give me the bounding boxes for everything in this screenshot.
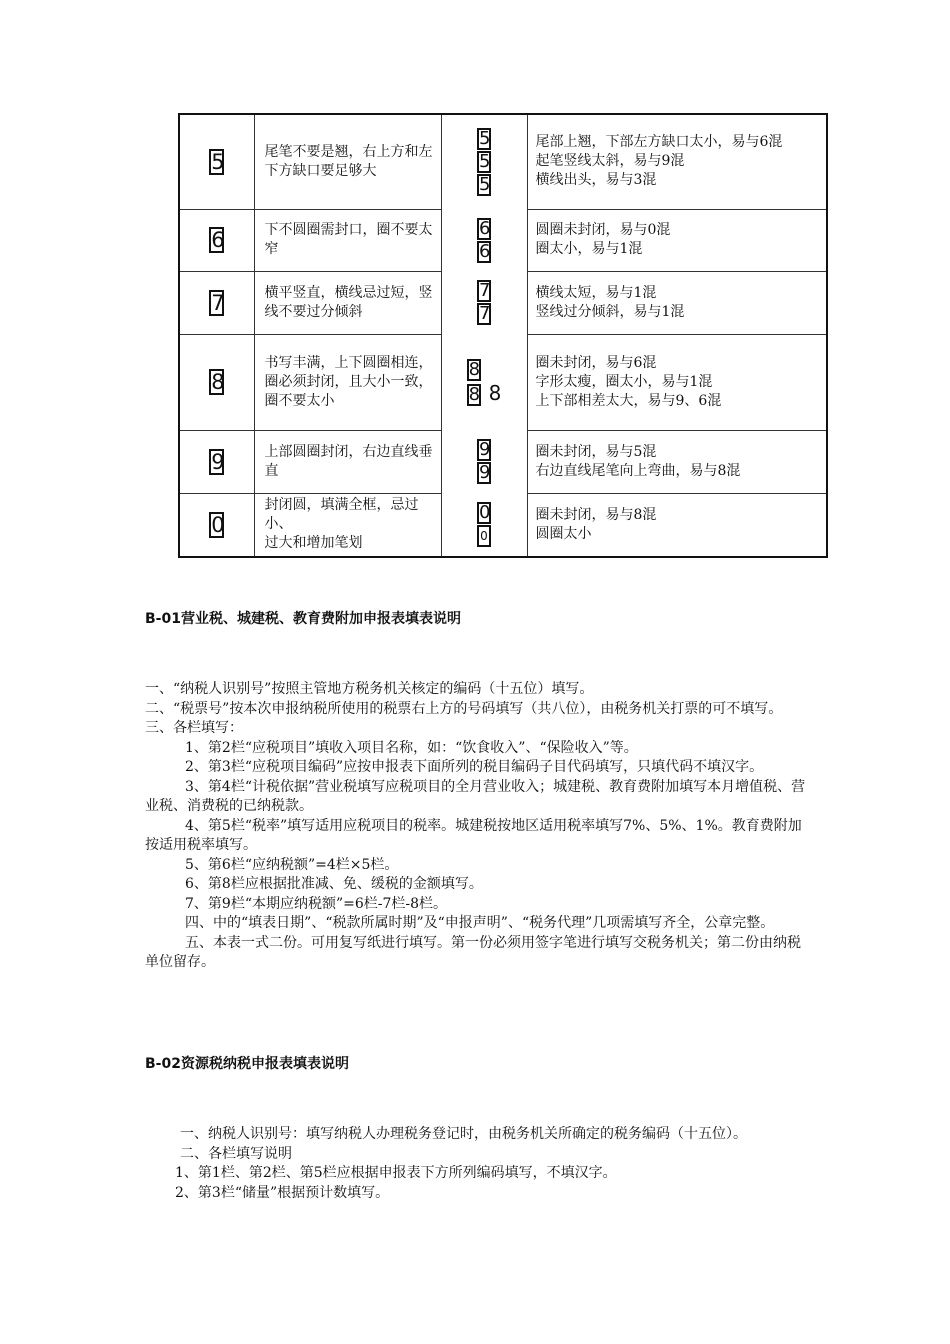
standard-digit: 8 [211,370,225,394]
writing-tip-cell [254,114,441,209]
wrong-samples-cell [441,493,527,557]
wrong-sample: 5 [479,128,491,149]
standard-digit-cell [179,114,254,209]
wrong-samples-cell [441,430,527,493]
writing-tip: 横平竖直，横线忌过短，竖线不要过分倾斜 [264,284,433,320]
paragraph: 四、中的“填表日期”、“税款所属时期”及“申报声明”、“税务代理”几项需填写齐全，公章完整。 [185,915,775,931]
writing-tip: 下不圆圈需封口，圈不要太窄 [264,222,433,257]
table-row [179,114,827,209]
paragraph: 二、“税票号”按本次申报纳税所使用的税票右上方的号码填写（共八位），由税务机关打票的可不填写。 [145,700,783,717]
error-note: 上下部相差太大，易与9、6混 [535,392,722,409]
standard-digit-cell [179,334,254,430]
error-note: 横线出头，易与3混 [535,172,657,189]
error-notes-cell [527,430,827,493]
wrong-sample: 8 [468,383,481,405]
section-b01-title: B-01营业税、城建税、教育费附加申报表填表说明 [145,611,461,627]
table-row [179,334,827,430]
paragraph: 二、各栏填写说明 [180,1145,292,1162]
standard-digit-cell [179,430,254,493]
wrong-sample: 0 [477,525,491,547]
standard-digit: 5 [211,149,225,174]
wrong-sample: 8 [488,380,502,405]
standard-digit: 6 [211,228,225,252]
writing-tip: 过大和增加笔划 [264,535,363,552]
error-note: 圈太小，易与1混 [535,241,643,257]
writing-tip: 圈不要太小 [264,392,335,409]
writing-tip: 圈必须封闭，且大小一致， [264,373,433,390]
table-row [179,493,827,557]
error-notes-cell [527,209,827,271]
error-notes-cell [527,334,827,430]
section-b02-body [145,1125,809,1203]
writing-tip-cell [254,430,441,493]
writing-tip: 尾笔不要是翘，右上方和左下方缺口要足够大 [264,143,433,179]
writing-tip-cell [254,493,441,557]
wrong-samples-cell [441,334,527,430]
error-note: 横线太短，易与1混 [535,284,657,301]
paragraph: 一、纳税人识别号：填写纳税人办理税务登记时，由税务机关所确定的税务编码（十五位）。 [180,1126,747,1142]
standard-digit-cell [179,209,254,271]
writing-tip: 上部圆圈封闭，右边直线垂直 [264,443,433,479]
writing-tip: 书写丰满，上下圆圈相连， [264,354,433,371]
wrong-samples-cell [441,271,527,334]
error-note: 圈未封闭，易与6混 [535,354,657,371]
wrong-sample: 6 [479,217,491,239]
standard-digit: 9 [211,449,225,474]
error-note: 圆圈太小 [535,525,592,542]
writing-tip-cell [254,209,441,271]
paragraph: 五、本表一式二份。可用复写纸进行填写。第一份必须用签字笔进行填写交税务机关；第二份由纳税单位留存。 [145,934,801,970]
wrong-samples-cell [441,209,527,271]
paragraph: 4、第5栏“税率”填写适用应税项目的税率。城建税按地区适用税率填写7%、5%、1%。教育费附加按适用税率填写。 [145,817,802,853]
paragraph: 7、第9栏“本期应纳税额”=6栏-7栏-8栏。 [185,895,448,912]
standard-digit-cell [179,271,254,334]
paragraph: 3、第4栏“计税依据”营业税填写应税项目的全月营业收入；城建税、教育费附加填写本月增值税、营业税、消费税的已纳税款。 [145,778,806,814]
error-notes-cell [527,114,827,209]
writing-tip-cell [254,271,441,334]
error-note: 尾部上翘，下部左方缺口太小，易与6混 [535,134,783,151]
wrong-sample: 0 [479,502,491,523]
wrong-sample: 5 [479,174,491,195]
digit-writing-table [178,113,828,558]
wrong-samples-cell [441,114,527,209]
writing-tip: 封闭圆，填满全框，忌过小、 [264,497,419,533]
paragraph: 1、第1栏、第2栏、第5栏应根据申报表下方所列编码填写，不填汉字。 [175,1165,617,1181]
paragraph: 2、第3栏“储量”根据预计数填写。 [175,1184,390,1201]
error-note: 竖线过分倾斜，易与1混 [535,303,685,320]
error-note: 圈未封闭，易与8混 [535,506,657,523]
writing-tip-cell [254,334,441,430]
paragraph: 1、第2栏“应税项目”填收入项目名称，如：“饮食收入”、“保险收入”等。 [185,739,638,756]
table-row [179,430,827,493]
error-notes-cell [527,271,827,334]
standard-digit: 7 [211,290,225,315]
wrong-sample: 9 [479,462,491,483]
wrong-sample: 8 [468,358,481,380]
table-row [179,271,827,334]
error-note: 起笔竖线太斜，易与9混 [535,153,685,170]
wrong-sample: 7 [479,280,491,301]
error-note: 字形太瘦，圈太小，易与1混 [535,373,713,390]
wrong-sample: 5 [479,151,491,172]
paragraph: 2、第3栏“应税项目编码”应按申报表下面所列的税目编码子目代码填写，只填代码不填汉字。 [185,759,764,775]
error-note: 圆圈未封闭，易与0混 [535,222,671,238]
error-note: 圈未封闭，易与5混 [535,443,657,460]
wrong-sample: 6 [479,240,491,262]
paragraph: 6、第8栏应根据批准减、免、缓税的金额填写。 [185,876,483,892]
table-row [179,209,827,271]
section-b01-body [145,680,809,973]
error-notes-cell [527,493,827,557]
wrong-sample: 9 [479,439,491,460]
standard-digit: 0 [211,512,225,537]
wrong-sample: 7 [479,303,491,324]
paragraph: 5、第6栏“应纳税额”=4栏×5栏。 [185,856,399,873]
standard-digit-cell [179,493,254,557]
section-b02-title: B-02资源税纳税申报表填表说明 [145,1056,349,1072]
error-note: 右边直线尾笔向上弯曲，易与8混 [535,462,741,479]
paragraph: 三、各栏填写： [145,720,243,736]
paragraph: 一、“纳税人识别号”按照主管地方税务机关核定的编码（十五位）填写。 [145,681,594,697]
